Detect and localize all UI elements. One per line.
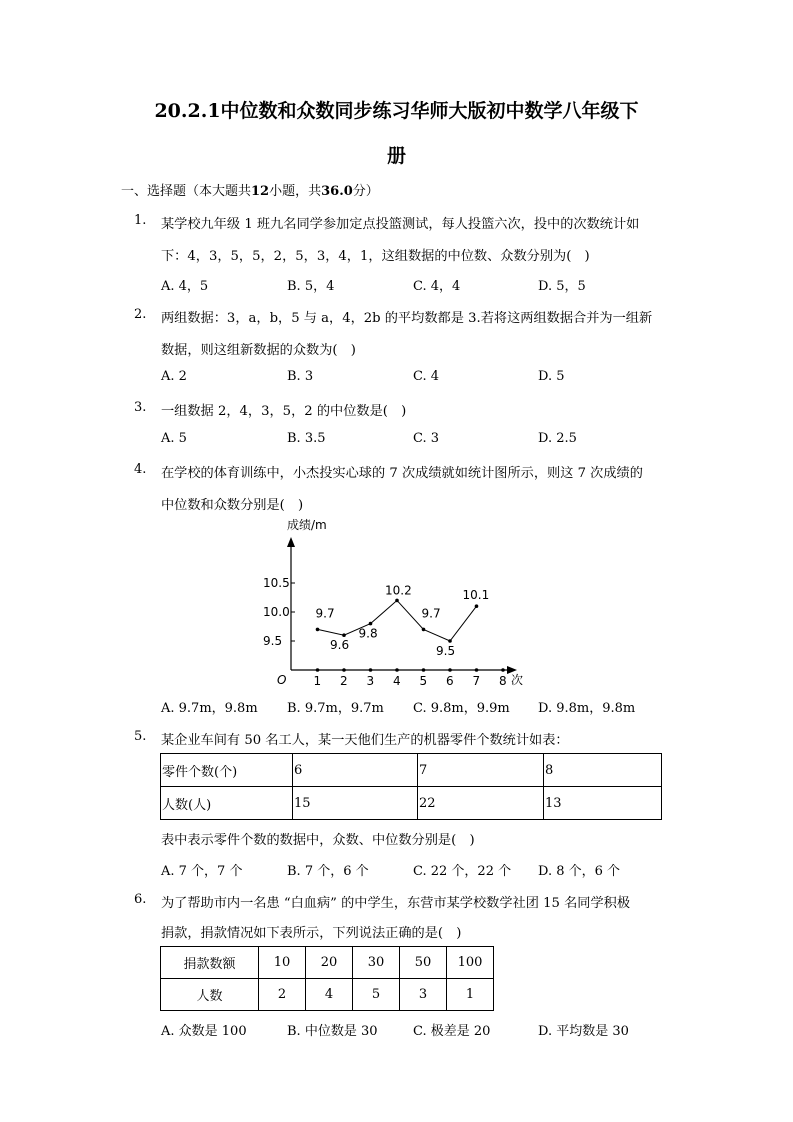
- y-tick-label: 10.5: [263, 576, 290, 590]
- x-tick: [342, 668, 346, 672]
- table-row: [161, 787, 662, 820]
- table-cell: 捐款数额: [161, 947, 259, 979]
- option-c[interactable]: C. 3: [413, 431, 440, 446]
- question-number: 5.: [134, 729, 147, 744]
- option-d[interactable]: D. 5: [538, 369, 565, 384]
- table-cell: 人数(人): [161, 787, 293, 820]
- question-number: 4.: [134, 462, 147, 477]
- question-number: 3.: [134, 400, 147, 415]
- option-a[interactable]: A. 5: [161, 431, 187, 446]
- question-text: 在学校的体育训练中，小杰投实心球的 7 次成绩就如统计图所示，则这 7 次成绩的: [161, 466, 643, 481]
- page-title-continued: 册: [386, 145, 406, 167]
- data-point: [369, 622, 373, 626]
- table-cell: 8: [544, 754, 662, 787]
- table-row: [161, 979, 494, 1011]
- table-cell: 15: [293, 787, 418, 820]
- table-cell: 22: [418, 787, 544, 820]
- option-a[interactable]: A. 2: [161, 369, 187, 384]
- donation-table: [160, 946, 494, 1011]
- table-cell: 4: [306, 979, 353, 1011]
- y-axis-label: 成绩/m: [287, 518, 327, 532]
- table-row: [161, 947, 494, 979]
- option-b[interactable]: B. 7 个，6 个: [287, 864, 369, 879]
- option-b[interactable]: B. 9.7m，9.7m: [287, 701, 384, 716]
- option-c[interactable]: C. 极差是 20: [413, 1024, 491, 1039]
- data-point: [395, 599, 399, 603]
- option-a[interactable]: A. 4，5: [161, 279, 209, 294]
- option-b[interactable]: B. 中位数是 30: [287, 1024, 378, 1039]
- option-c[interactable]: C. 9.8m，9.9m: [413, 701, 510, 716]
- line-chart: [255, 515, 535, 695]
- x-tick: [501, 668, 505, 672]
- table-cell: 5: [353, 979, 400, 1011]
- option-b[interactable]: B. 5，4: [287, 279, 335, 294]
- x-tick-label: 3: [366, 674, 375, 688]
- option-c[interactable]: C. 22 个，22 个: [413, 864, 512, 879]
- option-b[interactable]: B. 3: [287, 369, 314, 384]
- table-cell: 13: [544, 787, 662, 820]
- data-point: [316, 628, 320, 632]
- y-tick-label: 10.0: [263, 605, 290, 619]
- x-tick-label: 7: [472, 674, 481, 688]
- table-cell: 7: [418, 754, 544, 787]
- question-number: 6.: [134, 892, 147, 907]
- option-a[interactable]: A. 众数是 100: [161, 1024, 247, 1039]
- question-text: 捐款，捐款情况如下表所示，下列说法正确的是( ): [161, 926, 462, 941]
- data-label: 9.7: [421, 606, 441, 621]
- x-tick: [422, 668, 426, 672]
- question-number: 2.: [134, 307, 147, 322]
- option-a[interactable]: A. 9.7m，9.8m: [161, 701, 258, 716]
- data-point: [475, 604, 479, 608]
- table-row: [161, 754, 662, 787]
- table-cell: 20: [306, 947, 353, 979]
- question-text: 数据，则这组新数据的众数为( ): [161, 343, 356, 358]
- origin-label: O: [277, 673, 287, 687]
- x-tick-label: 2: [340, 674, 348, 688]
- table-cell: 10: [259, 947, 306, 979]
- data-point: [448, 639, 452, 643]
- option-d[interactable]: D. 9.8m，9.8m: [538, 701, 636, 716]
- table-cell: 2: [259, 979, 306, 1011]
- y-tick-label: 9.5: [263, 634, 283, 648]
- x-tick-label: 1: [313, 674, 322, 688]
- question-text: 某学校九年级 1 班九名同学参加定点投篮测试，每人投篮六次，投中的次数统计如: [161, 217, 640, 232]
- data-label: 10.2: [385, 583, 412, 598]
- data-point: [342, 633, 346, 637]
- question-text: 为了帮助市内一名患 “白血病” 的中学生，东营市某学校数学社团 15 名同学积极: [161, 896, 631, 911]
- x-tick: [475, 668, 479, 672]
- table-cell: 50: [400, 947, 447, 979]
- x-tick-label: 5: [419, 674, 428, 688]
- question-text: 表中表示零件个数的数据中，众数、中位数分别是( ): [161, 833, 475, 848]
- data-label: 10.1: [462, 588, 490, 603]
- option-a[interactable]: A. 7 个，7 个: [161, 864, 243, 879]
- option-b[interactable]: B. 3.5: [287, 431, 326, 446]
- question-text: 下：4，3，5，5，2，5，3，4，1，这组数据的中位数、众数分别为( ): [161, 249, 590, 264]
- question-text: 一组数据 2，4，3，5，2 的中位数是( ): [161, 404, 407, 419]
- table-cell: 零件个数(个): [161, 754, 293, 787]
- x-tick-label: 8: [499, 674, 507, 688]
- question-number: 1.: [134, 213, 147, 228]
- option-d[interactable]: D. 5，5: [538, 279, 586, 294]
- question-text: 两组数据：3，a，b，5 与 a，4，2b 的平均数都是 3.若将这两组数据合并为一组新: [161, 311, 653, 326]
- parts-table: [160, 753, 662, 820]
- page-title: 20.2.1中位数和众数同步练习华师大版初中数学八年级下: [154, 100, 639, 122]
- y-axis-arrow: [287, 537, 295, 547]
- x-tick: [448, 668, 452, 672]
- section-header: 一、选择题（本大题共12小题，共36.0分）: [121, 184, 379, 199]
- option-d[interactable]: D. 平均数是 30: [538, 1024, 629, 1039]
- question-text: 中位数和众数分别是( ): [161, 498, 304, 513]
- data-label: 9.8: [358, 626, 378, 641]
- x-tick-label: 4: [393, 674, 401, 688]
- data-label: 9.7: [315, 606, 335, 621]
- x-axis-label: 次: [511, 673, 524, 687]
- x-tick: [369, 668, 373, 672]
- data-point: [422, 628, 426, 632]
- x-tick: [316, 668, 320, 672]
- option-c[interactable]: C. 4，4: [413, 279, 461, 294]
- option-c[interactable]: C. 4: [413, 369, 440, 384]
- data-label: 9.5: [436, 644, 456, 658]
- table-cell: 6: [293, 754, 418, 787]
- table-cell: 1: [447, 979, 494, 1011]
- table-cell: 人数: [161, 979, 259, 1011]
- x-tick-label: 6: [446, 674, 454, 688]
- x-tick: [395, 668, 399, 672]
- option-d[interactable]: D. 8 个，6 个: [538, 864, 621, 879]
- table-cell: 3: [400, 979, 447, 1011]
- question-text: 某企业车间有 50 名工人，某一天他们生产的机器零件个数统计如表：: [161, 733, 569, 748]
- table-cell: 100: [447, 947, 494, 979]
- option-d[interactable]: D. 2.5: [538, 431, 577, 446]
- table-cell: 30: [353, 947, 400, 979]
- data-label: 9.6: [330, 638, 350, 653]
- series-line: [315, 600, 477, 641]
